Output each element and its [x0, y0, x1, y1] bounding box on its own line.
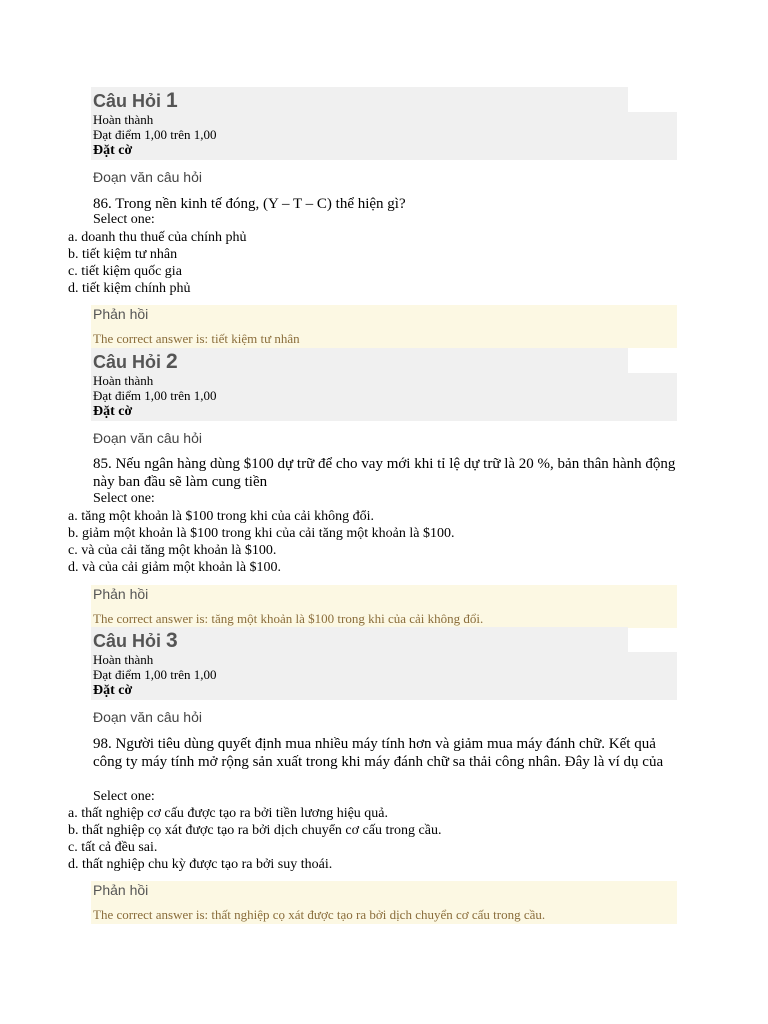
answer-option[interactable]: d. và của cải giảm một khoản là $100. [68, 560, 282, 575]
question-status: Hoàn thành [93, 373, 154, 388]
question-info [91, 373, 677, 421]
question-info [91, 112, 677, 160]
feedback-box [91, 881, 677, 924]
answer-option[interactable]: c. tất cả đều sai. [68, 840, 158, 855]
answer-option[interactable]: a. thất nghiệp cơ cấu được tạo ra bởi tiền lương hiệu quả. [68, 806, 389, 821]
flag-question-link[interactable]: Đặt cờ [93, 404, 133, 419]
answer-option[interactable]: d. thất nghiệp chu kỳ được tạo ra bởi suy thoái. [68, 857, 333, 872]
answer-option[interactable]: c. tiết kiệm quốc gia [68, 264, 182, 279]
question-text-label: Đoạn văn câu hỏi [93, 709, 202, 725]
correct-answer: The correct answer is: tiết kiệm tư nhân [93, 331, 300, 346]
question-text: 98. Người tiêu dùng quyết định mua nhiều máy tính hơn và giảm mua máy đánh chữ. Kết quả công ty máy tính mở rộng sản xuất trong khi máy đánh chữ sa thải công nhân. Đây là ví dụ của [93, 736, 664, 770]
question-header [91, 627, 628, 652]
question-grade: Đạt điểm 1,00 trên 1,00 [93, 127, 217, 142]
question-text: 86. Trong nền kinh tế đóng, (Y – T – C) thể hiện gì? [93, 196, 406, 212]
answer-option[interactable]: b. tiết kiệm tư nhân [68, 247, 178, 262]
feedback-box [91, 305, 677, 348]
correct-answer: The correct answer is: tăng một khoản là $100 trong khi của cải không đổi. [93, 611, 484, 626]
flag-question-link[interactable]: Đặt cờ [93, 143, 133, 158]
select-one-label: Select one: [93, 491, 155, 506]
question-grade: Đạt điểm 1,00 trên 1,00 [93, 667, 217, 682]
select-one-label: Select one: [93, 212, 155, 227]
question-text: 85. Nếu ngân hàng dùng $100 dự trữ để cho vay mới khi tỉ lệ dự trữ là 20 %, bản thân hành động này ban đầu sẽ làm cung tiền [93, 456, 676, 490]
question-status: Hoàn thành [93, 112, 154, 127]
feedback-heading: Phản hồi [93, 882, 149, 898]
answer-option[interactable]: a. tăng một khoản là $100 trong khi của cải không đổi. [68, 509, 374, 524]
question-grade: Đạt điểm 1,00 trên 1,00 [93, 388, 217, 403]
question-text-label: Đoạn văn câu hỏi [93, 430, 202, 446]
question-title: Câu Hỏi 2 [93, 350, 178, 373]
answer-option[interactable]: b. giảm một khoản là $100 trong khi của cải tăng một khoản là $100. [68, 526, 455, 541]
feedback-heading: Phản hồi [93, 306, 149, 322]
select-one-label: Select one: [93, 789, 155, 804]
answer-option[interactable]: c. và của cải tăng một khoản là $100. [68, 543, 277, 558]
answer-option[interactable]: b. thất nghiệp cọ xát được tạo ra bởi dịch chuyển cơ cấu trong cầu. [68, 823, 442, 838]
question-info [91, 652, 677, 700]
flag-question-link[interactable]: Đặt cờ [93, 683, 133, 698]
question-header [91, 348, 628, 373]
question-status: Hoàn thành [93, 652, 154, 667]
answer-option[interactable]: d. tiết kiệm chính phủ [68, 281, 191, 296]
question-header [91, 87, 628, 112]
feedback-heading: Phản hồi [93, 586, 149, 602]
question-text-label: Đoạn văn câu hỏi [93, 169, 202, 185]
question-title: Câu Hỏi 1 [93, 89, 178, 112]
question-title: Câu Hỏi 3 [93, 629, 178, 652]
feedback-box [91, 585, 677, 628]
answer-option[interactable]: a. doanh thu thuế của chính phủ [68, 230, 247, 245]
correct-answer: The correct answer is: thất nghiệp cọ xát được tạo ra bởi dịch chuyển cơ cấu trong cầu. [93, 907, 546, 922]
